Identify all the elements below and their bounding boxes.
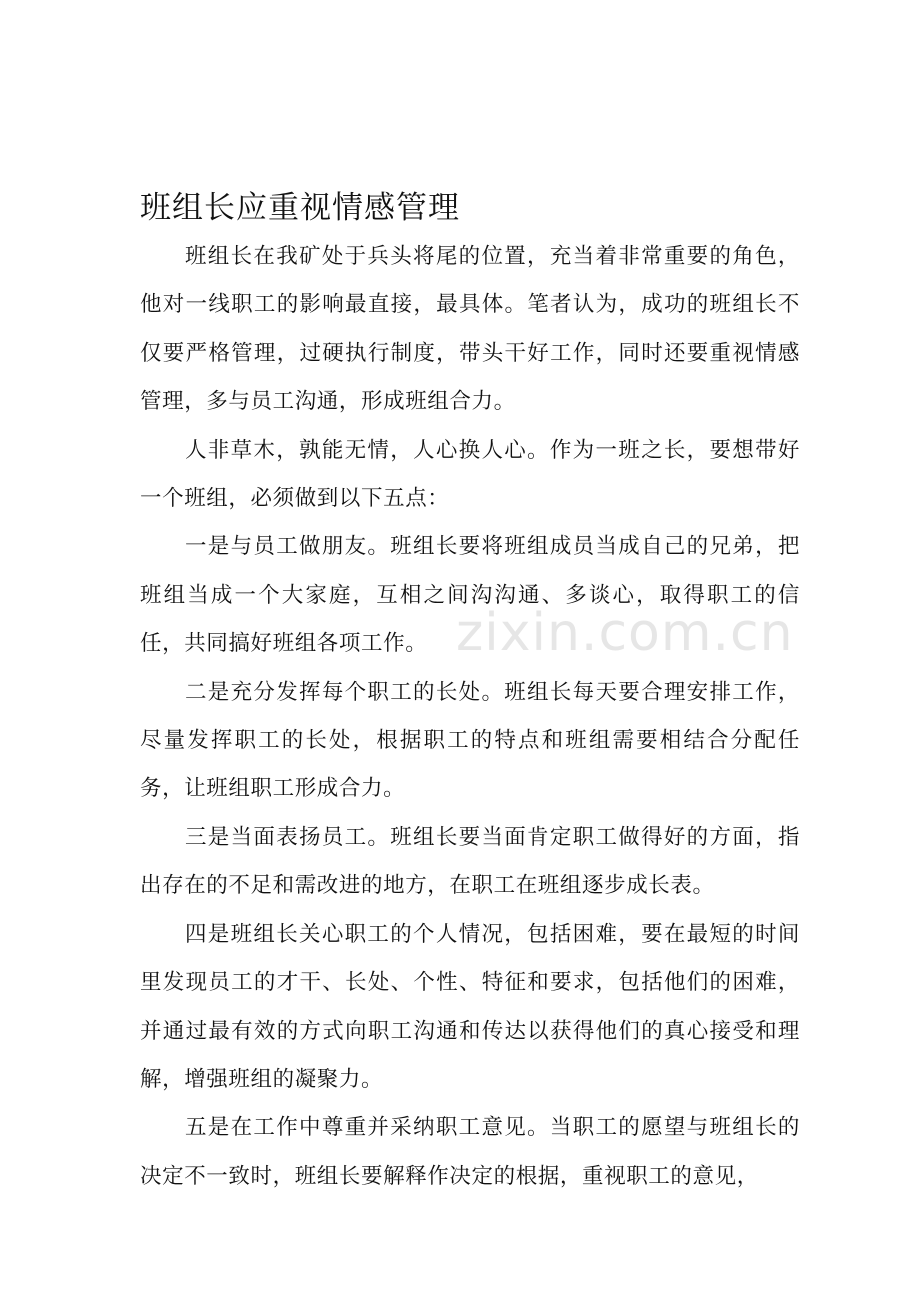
document-body — [140, 233, 800, 1201]
paragraph-point-two: 二是充分发挥每个职工的长处。班组长每天要合理安排工作，尽量发挥职工的长处，根据职工的特点和班组需要相结合分配任务，让班组职工形成合力。 — [140, 679, 800, 802]
paragraph-point-five: 五是在工作中尊重并采纳职工意见。当职工的愿望与班组长的决定不一致时，班组长要解释作决定的根据，重视职工的意见， — [140, 1115, 800, 1189]
paragraph-point-one: 一是与员工做朋友。班组长要将班组成员当成自己的兄弟，把班组当成一个大家庭，互相之间沟沟通、多谈心，取得职工的信任，共同搞好班组各项工作。 — [140, 534, 800, 657]
document-title: 班组长应重视情感管理 — [140, 190, 460, 226]
paragraph-point-four: 四是班组长关心职工的个人情况，包括困难，要在最短的时间里发现员工的才干、长处、个性、特征和要求，包括他们的困难，并通过最有效的方式向职工沟通和传达以获得他们的真心接受和理解，增强班组的凝聚力。 — [140, 921, 800, 1092]
paragraph-intro: 班组长在我矿处于兵头将尾的位置，充当着非常重要的角色，他对一线职工的影响最直接，最具体。笔者认为，成功的班组长不仅要严格管理，过硬执行制度，带头干好工作，同时还要重视情感管理，多与员工沟通，形成班组合力。 — [140, 244, 800, 415]
paragraph-five-points: 人非草木，孰能无情，人心换人心。作为一班之长，要想带好一个班组，必须做到以下五点： — [140, 437, 800, 512]
paragraph-point-three: 三是当面表扬员工。班组长要当面肯定职工做得好的方面，指出存在的不足和需改进的地方，在职工在班组逐步成长表。 — [140, 824, 800, 899]
watermark: zixin.com.cn — [456, 603, 794, 663]
